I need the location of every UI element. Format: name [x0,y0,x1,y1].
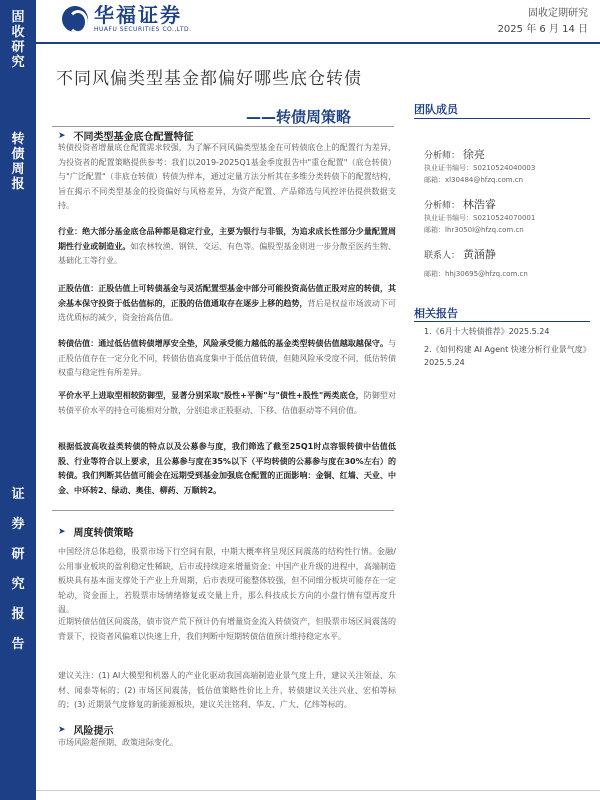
footer-divider [36,790,600,791]
contact-name: 黄涵静 [462,248,496,261]
analyst-email: lhr3050l@hfzq.com.cn [445,226,524,234]
bullet-icon: ➤ [58,526,66,537]
cert-number: S0210524040003 [473,164,536,172]
related-reports-heading: 相关报告 [414,307,458,320]
paragraph-stock-valuation: 正股估值：正股估值上可转债基金与灵活配置型基金中部分可能投资高估值正股对应的转债，其余基本保守投资于低估值标的，正股的估值通取存在逐步上移的趋势，背后是权益市场波动下可选优质标的减少，资金抬高估值。 [58,284,397,322]
analyst-email: xl30484@hfzq.com.cn [445,176,524,184]
header-divider [36,42,600,44]
paragraph-screening: 根据低波高收益类转债的特点以及公募参与度，我们筛选了截至25Q1时点容银转债中估值低股、行业等符合以上要求，且公募参与度在35%以下（平均转债的公募参与度在30%左右）的转债。我们判断其估值可能会在远期受到基金加强底仓配置的正面影响：金铜、红墙、天业、中金、中环转2、绿动、奥佳、柳药、万顺转2。 [58,442,396,495]
section-heading: ➤ 不同类型基金底仓配置特征 [58,130,194,143]
paragraph-parity: 平价水平上进取型相较防御型，显著分别采取"股性+平衡"与"债性+股性"两类底仓，防御型对转债平价水平的持仓可能相对分散，分别追求正股驱动、下移、估值驱动等不同价值。 [58,391,397,415]
related-report-link[interactable]: 1.《6月十大转债推荐》2025.5.24 [424,327,550,336]
company-logo [62,4,192,33]
page-title: 不同风偏类型基金都偏好哪些底仓转债 [56,69,362,89]
contact-email: hhj30695@hfzq.com.cn [445,270,528,278]
section-divider [52,510,394,511]
section-heading: ➤ 周度转债策略 [58,526,134,539]
team-divider [414,118,590,119]
cert-number: S0210524070001 [473,214,536,222]
analyst-1: 分析师： 徐亮 执业证书编号：S0210524040003 邮箱：xl30484@hfzq.com.cn [424,148,536,184]
logo-english-name: HUAFU SECURITIES CO.,LTD. [94,26,192,33]
sidebar-label-mid: 转 债 周 报 [11,132,25,192]
paragraph-valuation-outlook: 近期转债估值区间震荡，债市资产荒下预计仍有增量资金流入转债资产，但股票市场区间震荡的背景下，投资者风偏难以快速上升，我们判断中短期转债估值预计维持稳定水平。 [58,617,396,641]
sidebar-label-bottom: 证 券 研 究 报 告 [11,487,25,652]
contact-person: 联系人： 黄涵静 邮箱：hhj30695@hfzq.com.cn [424,248,528,278]
paragraph-intro: 转债投资者增量底仓配置需求较强，为了解不同风偏类型基金在可转债底仓上的配置行为差异，为投资者的配置策略提供参考：我们以2019-2025Q1基金季度报告中"重仓配置"（底仓转债）与"广泛配置"（非底仓转债）转债为样本，通过定量方法分析其在多维分类转债下的配置结构，旨在揭示不同类型基金的投资偏好与风格差异，为资产配置、产品筛选与风控评估提供数据支持。 [58,143,396,210]
paragraph-bond-valuation: 转债估值：通过低估值转债增厚安全垫，风险承受能力越低的基金类型转债估值越取越保守。与正股估值存在一定分化不同，转债估值高度集中于低估值转债，但随风险承受度不同，低估转债权重与稳定性有所差异。 [58,339,396,377]
page-subtitle: ——转债周策略 [246,108,352,126]
logo-chinese-name: 华福证券 [94,3,182,27]
paragraph-risk: 市场风险超预期、政策进际变化。 [58,738,178,747]
bullet-icon: ➤ [58,130,66,141]
related-report-link[interactable]: 2.《如何构建 AI Agent 快速分析行业景气度》2025.5.24 [424,345,591,367]
title-divider [52,126,394,127]
analyst-name: 徐亮 [462,148,485,161]
report-type: 固收定期研究 [528,8,588,19]
report-date: 2025 年 6 月 14 日 [497,24,588,35]
analyst-2: 分析师： 林浩睿 执业证书编号：S0210524070001 邮箱：lhr3050l@hfzq.com.cn [424,198,536,234]
team-heading: 团队成员 [414,103,458,116]
paragraph-industry: 行业：绝大部分基金底仓品种都是稳定行业，主要为银行与非银，为追求成长性部分少量配置周期性行业或制造业。如农林牧渔、钢铁、交运、有色等。偏股型基金则进一步分散至医药生物、基础化工等行业。 [58,227,397,265]
bullet-icon: ➤ [58,724,66,735]
section-heading: ➤ 风险提示 [58,724,114,737]
paragraph-recommendations: 建议关注：(1) AI大模型和机器人的产业化驱动我国高端制造业景气度上升，建议关注领益、东材、闻泰等标的；(2) 市场区间震荡，低估值策略性价比上升，转债建议关注兴业、宏柏等标的；(3) 近期景气度修复的新能源板块，建议关注铭利、华友、广大、亿纬等标的。 [58,671,396,709]
paragraph-macro: 中国经济总体趋稳，股票市场下行空间有限，中期大概率将呈现区间震荡的结构性行情。金融/公用事业板块的盈利稳定性稀缺，后市或持续迎来增量资金；中国产业升级的进程中，高端制造板块具有基本面支撑处于产业上升周期，后市表现可能整体较强，但不同细分板块可能存在一定轮动，资金面上，若股票市场情绪修复或交量上升，那么科技成长方向的小盘行情有望再度升温。 [58,547,396,614]
analyst-name: 林浩睿 [462,198,496,211]
related-divider [414,321,590,322]
sidebar-label-top: 固 收 研 究 [11,10,25,70]
left-sidebar [0,0,36,800]
logo-mark-icon [62,6,88,32]
